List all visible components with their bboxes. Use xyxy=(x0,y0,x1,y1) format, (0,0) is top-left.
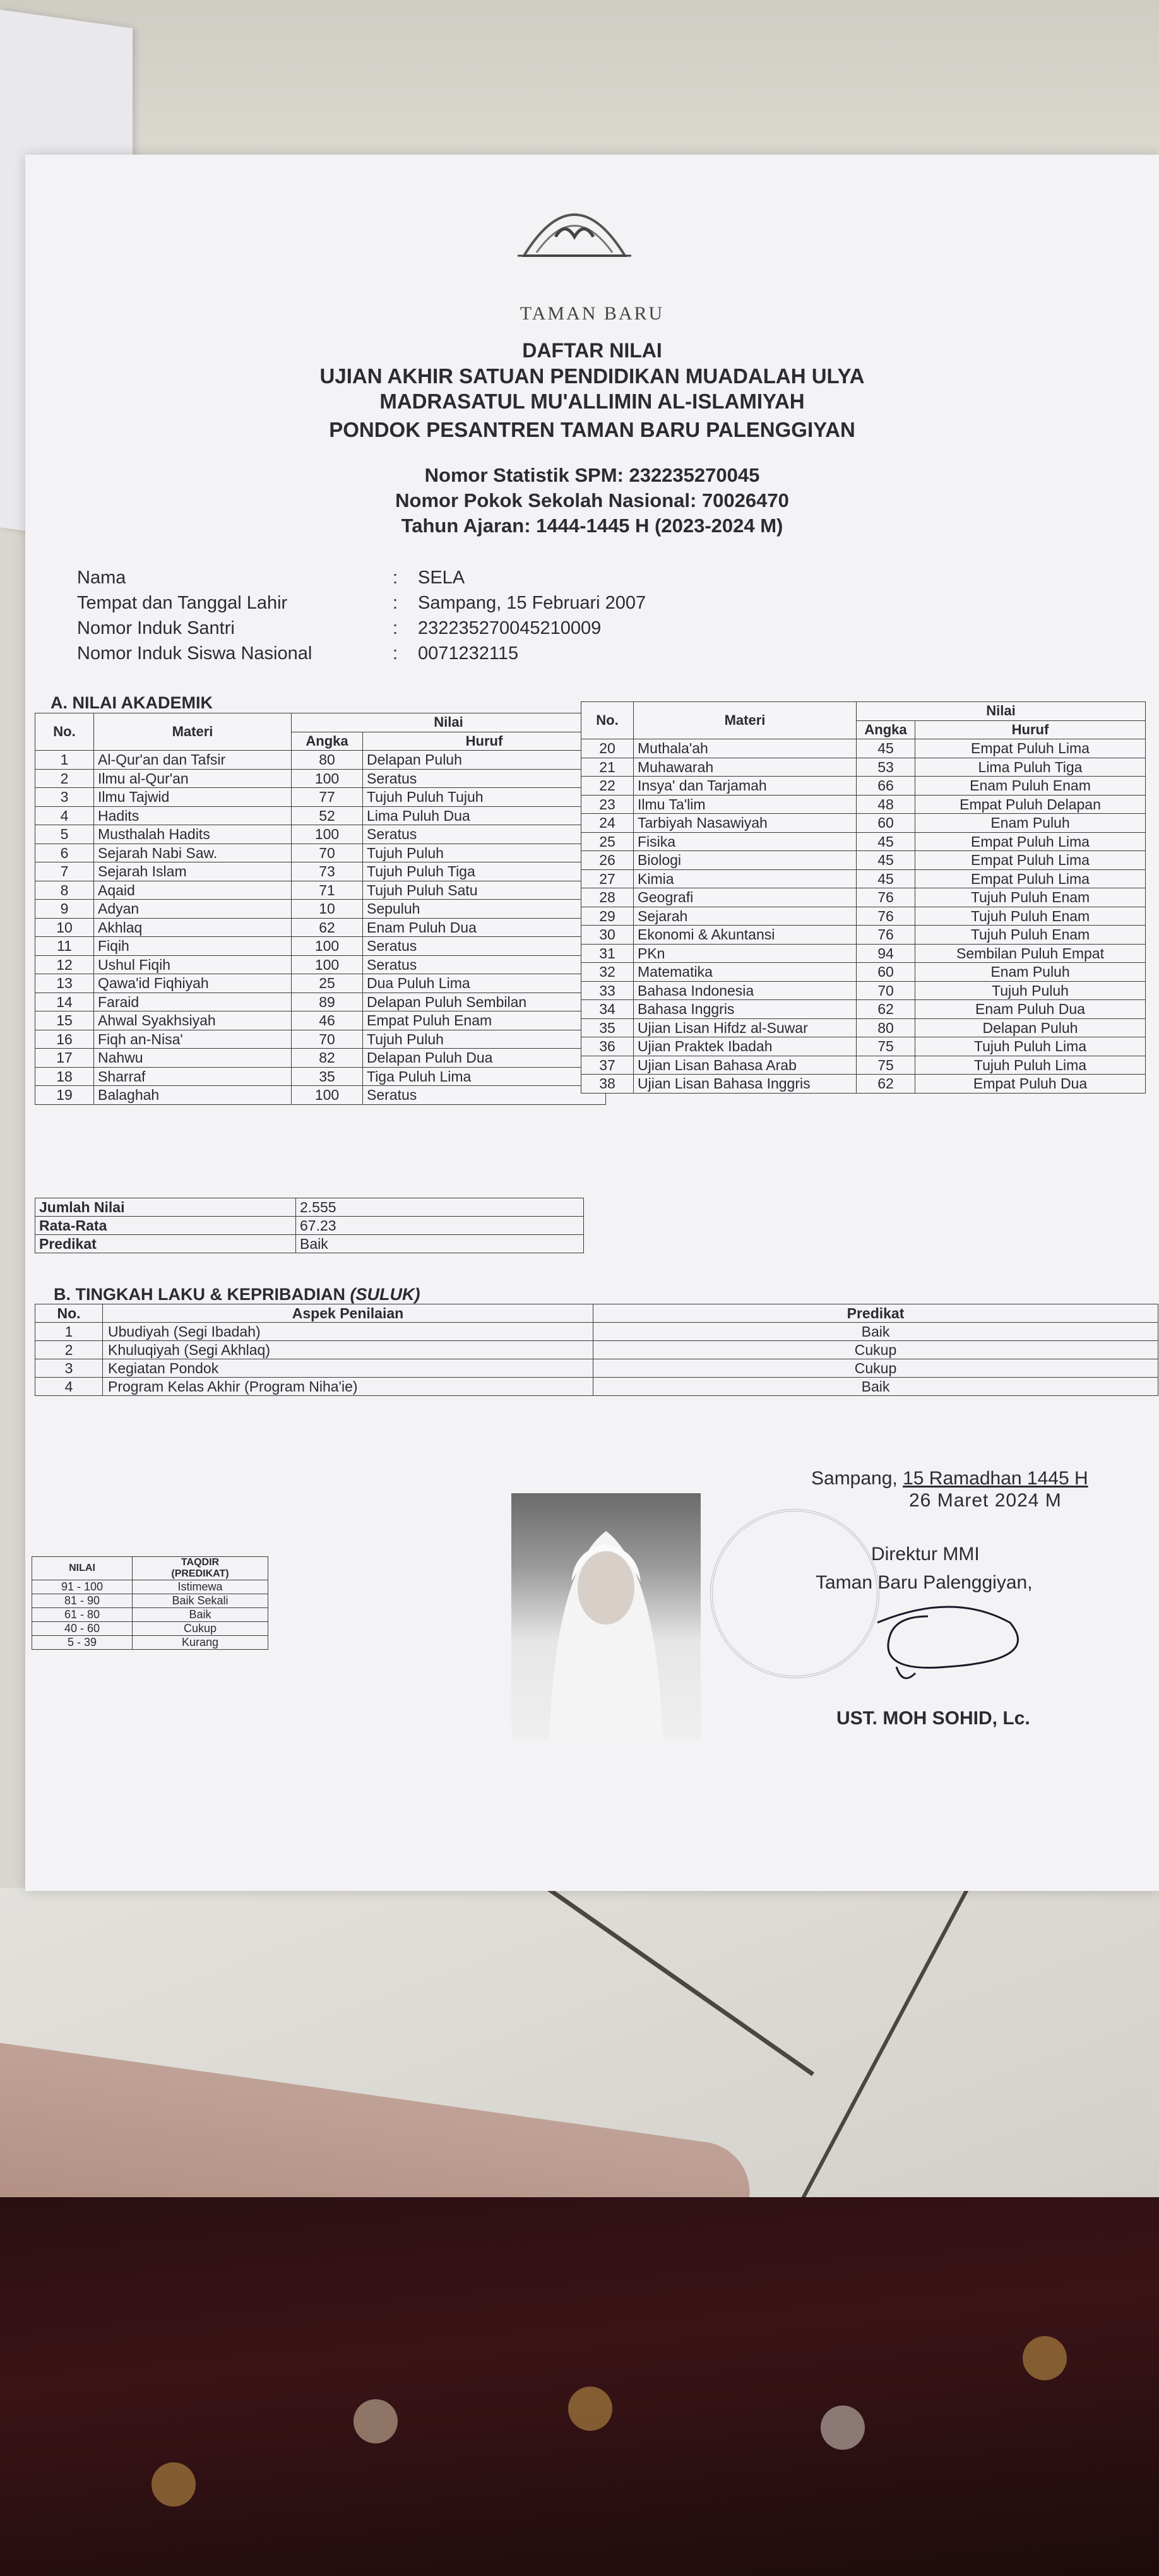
identity-label: Nama xyxy=(77,567,126,588)
row-huruf: Lima Puluh Dua xyxy=(363,806,606,825)
row-angka: 66 xyxy=(857,777,915,796)
table-row xyxy=(35,955,606,974)
row-materi: Ahwal Syakhsiyah xyxy=(94,1011,292,1030)
row-huruf: Seratus xyxy=(363,937,606,956)
summary-row xyxy=(35,1198,584,1217)
academic-table-right xyxy=(581,701,1146,1094)
row-huruf: Empat Puluh Lima xyxy=(915,739,1146,758)
table-row xyxy=(581,832,1146,851)
legend-label: Baik Sekali xyxy=(133,1594,268,1608)
row-predikat: Cukup xyxy=(593,1359,1158,1378)
row-no: 28 xyxy=(581,888,634,907)
academic-year: Tahun Ajaran: 1444-1445 H (2023-2024 M) xyxy=(401,515,783,537)
summary-label: Rata-Rata xyxy=(35,1217,296,1235)
row-aspek: Program Kelas Akhir (Program Niha'ie) xyxy=(103,1378,593,1396)
summary-value: 2.555 xyxy=(296,1198,584,1217)
row-angka: 53 xyxy=(857,758,915,777)
signature-place-date xyxy=(811,1468,1088,1489)
table-row xyxy=(581,814,1146,833)
row-no: 1 xyxy=(35,1323,103,1341)
row-no: 19 xyxy=(35,1086,94,1105)
legend-range: 40 - 60 xyxy=(32,1622,133,1636)
row-aspek: Ubudiyah (Segi Ibadah) xyxy=(103,1323,593,1341)
row-angka: 94 xyxy=(857,944,915,963)
row-huruf: Enam Puluh Dua xyxy=(363,918,606,937)
row-angka: 75 xyxy=(857,1037,915,1056)
identity-row xyxy=(77,616,646,641)
row-huruf: Tujuh Puluh Lima xyxy=(915,1037,1146,1056)
institution-name: Taman Baru Palenggiyan, xyxy=(816,1572,1033,1593)
row-angka: 100 xyxy=(292,769,363,788)
table-row xyxy=(35,1359,1158,1378)
summary-label: Predikat xyxy=(35,1235,296,1253)
table-row xyxy=(32,1636,268,1650)
table-row xyxy=(35,1341,1158,1359)
suluk-title-text: B. TINGKAH LAKU & KEPRIBADIAN xyxy=(54,1285,350,1304)
row-materi: Faraid xyxy=(94,993,292,1011)
row-angka: 52 xyxy=(292,806,363,825)
row-predikat: Cukup xyxy=(593,1341,1158,1359)
row-no: 6 xyxy=(35,844,94,862)
background-fabric xyxy=(0,2197,1159,2576)
background-top xyxy=(0,0,1159,164)
row-huruf: Tujuh Puluh Enam xyxy=(915,926,1146,945)
table-row xyxy=(35,881,606,900)
pesantren-name: PONDOK PESANTREN TAMAN BARU PALENGGIYAN xyxy=(329,418,855,441)
director-title: Direktur MMI xyxy=(871,1544,980,1565)
row-angka: 48 xyxy=(857,795,915,814)
row-no: 29 xyxy=(581,907,634,926)
row-huruf: Enam Puluh xyxy=(915,814,1146,833)
row-predikat: Baik xyxy=(593,1323,1158,1341)
table-row xyxy=(35,844,606,862)
suluk-title-italic: (SULUK) xyxy=(350,1285,420,1304)
row-huruf: Empat Puluh Lima xyxy=(915,832,1146,851)
row-materi: Ujian Lisan Bahasa Arab xyxy=(634,1056,857,1075)
row-no: 37 xyxy=(581,1056,634,1075)
summary-value: 67.23 xyxy=(296,1217,584,1235)
academic-section-title: A. NILAI AKADEMIK xyxy=(51,693,213,712)
identity-label: Nomor Induk Santri xyxy=(77,617,235,638)
row-angka: 76 xyxy=(857,888,915,907)
summary-row xyxy=(35,1217,584,1235)
row-materi: Insya' dan Tarjamah xyxy=(634,777,857,796)
col-aspek: Aspek Penilaian xyxy=(103,1304,593,1323)
row-no: 3 xyxy=(35,788,94,807)
row-huruf: Tujuh Puluh Lima xyxy=(915,1056,1146,1075)
row-huruf: Tujuh Puluh Enam xyxy=(915,888,1146,907)
table-row xyxy=(35,751,606,770)
row-no: 12 xyxy=(35,955,94,974)
table-row xyxy=(35,937,606,956)
table-row xyxy=(581,1037,1146,1056)
row-angka: 100 xyxy=(292,955,363,974)
row-no: 35 xyxy=(581,1018,634,1037)
row-huruf: Seratus xyxy=(363,955,606,974)
table-row xyxy=(35,900,606,919)
row-materi: Geografi xyxy=(634,888,857,907)
summary-label: Jumlah Nilai xyxy=(35,1198,296,1217)
table-row xyxy=(35,1011,606,1030)
row-no: 4 xyxy=(35,1378,103,1396)
predicate-legend xyxy=(32,1556,268,1650)
identity-row xyxy=(77,565,646,590)
row-no: 27 xyxy=(581,869,634,888)
row-no: 21 xyxy=(581,758,634,777)
row-huruf: Tujuh Puluh Enam xyxy=(915,907,1146,926)
row-huruf: Tujuh Puluh xyxy=(915,981,1146,1000)
academic-summary xyxy=(35,1198,584,1253)
row-no: 14 xyxy=(35,993,94,1011)
row-angka: 62 xyxy=(292,918,363,937)
director-signature xyxy=(852,1597,1042,1705)
row-no: 7 xyxy=(35,862,94,881)
row-angka: 100 xyxy=(292,825,363,844)
table-row xyxy=(581,944,1146,963)
table-row xyxy=(581,907,1146,926)
identity-row xyxy=(77,590,646,616)
row-huruf: Empat Puluh Delapan xyxy=(915,795,1146,814)
row-no: 18 xyxy=(35,1067,94,1086)
row-no: 26 xyxy=(581,851,634,870)
row-angka: 10 xyxy=(292,900,363,919)
row-huruf: Lima Puluh Tiga xyxy=(915,758,1146,777)
identity-colon: : xyxy=(393,643,398,664)
row-huruf: Seratus xyxy=(363,1086,606,1105)
row-angka: 75 xyxy=(857,1056,915,1075)
table-row xyxy=(581,758,1146,777)
table-row xyxy=(581,739,1146,758)
table-row xyxy=(35,1030,606,1049)
row-materi: PKn xyxy=(634,944,857,963)
row-angka: 25 xyxy=(292,974,363,993)
row-huruf: Seratus xyxy=(363,825,606,844)
row-angka: 77 xyxy=(292,788,363,807)
col-angka: Angka xyxy=(292,732,363,751)
academic-table-left xyxy=(35,713,606,1105)
table-row xyxy=(35,1086,606,1105)
place-prefix: Sampang, xyxy=(811,1468,903,1489)
row-materi: Aqaid xyxy=(94,881,292,900)
row-materi: Muthala'ah xyxy=(634,739,857,758)
table-row xyxy=(35,974,606,993)
row-materi: Fiqh an-Nisa' xyxy=(94,1030,292,1049)
row-huruf: Dua Puluh Lima xyxy=(363,974,606,993)
row-no: 33 xyxy=(581,981,634,1000)
row-huruf: Empat Puluh Lima xyxy=(915,851,1146,870)
row-angka: 45 xyxy=(857,851,915,870)
row-angka: 46 xyxy=(292,1011,363,1030)
row-materi: Ujian Praktek Ibadah xyxy=(634,1037,857,1056)
summary-value: Baik xyxy=(296,1235,584,1253)
table-row xyxy=(35,806,606,825)
identity-colon: : xyxy=(393,592,398,613)
table-row xyxy=(35,825,606,844)
identity-value: SELA xyxy=(418,567,465,588)
table-row xyxy=(35,1323,1158,1341)
legend-label: Kurang xyxy=(133,1636,268,1650)
row-no: 15 xyxy=(35,1011,94,1030)
row-no: 8 xyxy=(35,881,94,900)
row-angka: 45 xyxy=(857,739,915,758)
row-no: 30 xyxy=(581,926,634,945)
col-huruf: Huruf xyxy=(363,732,606,751)
row-no: 10 xyxy=(35,918,94,937)
col-angka: Angka xyxy=(857,720,915,739)
table-row xyxy=(581,963,1146,982)
row-materi: Ilmu Ta'lim xyxy=(634,795,857,814)
table-row xyxy=(35,1067,606,1086)
legend-col-nilai: NILAI xyxy=(32,1557,133,1580)
row-materi: Adyan xyxy=(94,900,292,919)
row-materi: Akhlaq xyxy=(94,918,292,937)
row-aspek: Khuluqiyah (Segi Akhlaq) xyxy=(103,1341,593,1359)
identity-colon: : xyxy=(393,567,398,588)
row-huruf: Delapan Puluh xyxy=(363,751,606,770)
statistic-number: Nomor Statistik SPM: 232235270045 xyxy=(424,464,760,486)
row-materi: Sharraf xyxy=(94,1067,292,1086)
col-no: No. xyxy=(581,702,634,739)
row-no: 31 xyxy=(581,944,634,963)
col-nilai: Nilai xyxy=(857,702,1146,721)
document-subtitle: UJIAN AKHIR SATUAN PENDIDIKAN MUADALAH ULYA xyxy=(319,364,865,388)
row-huruf: Delapan Puluh xyxy=(915,1018,1146,1037)
row-materi: Muhawarah xyxy=(634,758,857,777)
row-huruf: Empat Puluh Dua xyxy=(915,1075,1146,1094)
row-huruf: Tiga Puluh Lima xyxy=(363,1067,606,1086)
row-huruf: Tujuh Puluh xyxy=(363,844,606,862)
row-no: 23 xyxy=(581,795,634,814)
row-materi: Biologi xyxy=(634,851,857,870)
row-huruf: Tujuh Puluh Tiga xyxy=(363,862,606,881)
identity-value: 232235270045210009 xyxy=(418,617,602,638)
table-row xyxy=(32,1594,268,1608)
row-materi: Fiqih xyxy=(94,937,292,956)
row-huruf: Empat Puluh Enam xyxy=(363,1011,606,1030)
row-no: 2 xyxy=(35,1341,103,1359)
row-no: 16 xyxy=(35,1030,94,1049)
identity-label: Nomor Induk Siswa Nasional xyxy=(77,643,312,664)
row-materi: Bahasa Inggris xyxy=(634,1000,857,1019)
row-predikat: Baik xyxy=(593,1378,1158,1396)
table-row xyxy=(35,1378,1158,1396)
taman-baru-logo xyxy=(511,193,638,262)
row-angka: 71 xyxy=(292,881,363,900)
row-no: 17 xyxy=(35,1049,94,1068)
col-materi: Materi xyxy=(94,713,292,751)
row-materi: Sejarah Nabi Saw. xyxy=(94,844,292,862)
table-row xyxy=(32,1608,268,1622)
legend-taqdir-sub: (PREDIKAT) xyxy=(171,1568,229,1579)
row-no: 13 xyxy=(35,974,94,993)
row-angka: 62 xyxy=(857,1000,915,1019)
row-materi: Bahasa Indonesia xyxy=(634,981,857,1000)
row-no: 20 xyxy=(581,739,634,758)
identity-label: Tempat dan Tanggal Lahir xyxy=(77,592,288,613)
row-materi: Ilmu Tajwid xyxy=(94,788,292,807)
row-materi: Nahwu xyxy=(94,1049,292,1068)
row-materi: Ujian Lisan Bahasa Inggris xyxy=(634,1075,857,1094)
row-angka: 100 xyxy=(292,937,363,956)
row-angka: 70 xyxy=(857,981,915,1000)
masehi-date: 26 Maret 2024 M xyxy=(909,1490,1062,1511)
grade-report-document xyxy=(25,155,1159,1891)
row-angka: 76 xyxy=(857,907,915,926)
legend-label: Cukup xyxy=(133,1622,268,1636)
row-angka: 80 xyxy=(292,751,363,770)
legend-range: 5 - 39 xyxy=(32,1636,133,1650)
row-angka: 70 xyxy=(292,1030,363,1049)
row-angka: 62 xyxy=(857,1075,915,1094)
row-no: 22 xyxy=(581,777,634,796)
legend-label: Baik xyxy=(133,1608,268,1622)
table-row xyxy=(581,777,1146,796)
row-angka: 70 xyxy=(292,844,363,862)
row-huruf: Sepuluh xyxy=(363,900,606,919)
identity-colon: : xyxy=(393,617,398,638)
row-materi: Ekonomi & Akuntansi xyxy=(634,926,857,945)
row-huruf: Seratus xyxy=(363,769,606,788)
row-angka: 45 xyxy=(857,869,915,888)
legend-range: 81 - 90 xyxy=(32,1594,133,1608)
row-huruf: Tujuh Puluh Tujuh xyxy=(363,788,606,807)
row-materi: Musthalah Hadits xyxy=(94,825,292,844)
row-materi: Sejarah xyxy=(634,907,857,926)
row-no: 5 xyxy=(35,825,94,844)
col-predikat: Predikat xyxy=(593,1304,1158,1323)
col-no: No. xyxy=(35,1304,103,1323)
legend-label: Istimewa xyxy=(133,1580,268,1594)
row-angka: 89 xyxy=(292,993,363,1011)
table-row xyxy=(581,888,1146,907)
row-angka: 45 xyxy=(857,832,915,851)
row-angka: 73 xyxy=(292,862,363,881)
row-aspek: Kegiatan Pondok xyxy=(103,1359,593,1378)
row-no: 34 xyxy=(581,1000,634,1019)
row-huruf: Empat Puluh Lima xyxy=(915,869,1146,888)
row-angka: 76 xyxy=(857,926,915,945)
row-materi: Fisika xyxy=(634,832,857,851)
row-angka: 82 xyxy=(292,1049,363,1068)
row-no: 11 xyxy=(35,937,94,956)
table-row xyxy=(35,1049,606,1068)
table-row xyxy=(35,862,606,881)
row-materi: Tarbiyah Nasawiyah xyxy=(634,814,857,833)
legend-taqdir-label: TAQDIR xyxy=(181,1557,220,1568)
col-nilai: Nilai xyxy=(292,713,606,732)
identity-value: Sampang, 15 Februari 2007 xyxy=(418,592,646,613)
table-row xyxy=(581,1056,1146,1075)
row-huruf: Delapan Puluh Dua xyxy=(363,1049,606,1068)
table-row xyxy=(581,1000,1146,1019)
row-huruf: Sembilan Puluh Empat xyxy=(915,944,1146,963)
table-row xyxy=(581,1075,1146,1094)
legend-range: 61 - 80 xyxy=(32,1608,133,1622)
row-no: 2 xyxy=(35,769,94,788)
row-materi: Balaghah xyxy=(94,1086,292,1105)
director-name: UST. MOH SOHID, Lc. xyxy=(836,1708,1030,1729)
table-row xyxy=(35,918,606,937)
brand-name: TAMAN BARU xyxy=(520,303,665,324)
row-no: 4 xyxy=(35,806,94,825)
row-materi: Ujian Lisan Hifdz al-Suwar xyxy=(634,1018,857,1037)
table-row xyxy=(581,1018,1146,1037)
row-angka: 100 xyxy=(292,1086,363,1105)
row-huruf: Tujuh Puluh Satu xyxy=(363,881,606,900)
identity-row xyxy=(77,641,646,666)
legend-col-taqdir xyxy=(133,1557,268,1580)
suluk-section-title xyxy=(54,1285,420,1304)
table-row xyxy=(35,788,606,807)
row-no: 25 xyxy=(581,832,634,851)
legend-range: 91 - 100 xyxy=(32,1580,133,1594)
row-angka: 60 xyxy=(857,814,915,833)
col-huruf: Huruf xyxy=(915,720,1146,739)
row-no: 24 xyxy=(581,814,634,833)
student-photo xyxy=(511,1493,701,1739)
identity-value: 0071232115 xyxy=(418,643,519,664)
row-materi: Qawa'id Fiqhiyah xyxy=(94,974,292,993)
document-title: DAFTAR NILAI xyxy=(522,339,662,362)
col-materi: Materi xyxy=(634,702,857,739)
row-materi: Ushul Fiqih xyxy=(94,955,292,974)
row-huruf: Enam Puluh Enam xyxy=(915,777,1146,796)
table-row xyxy=(581,926,1146,945)
table-row xyxy=(35,769,606,788)
table-row xyxy=(32,1580,268,1594)
row-huruf: Delapan Puluh Sembilan xyxy=(363,993,606,1011)
row-no: 38 xyxy=(581,1075,634,1094)
madrasah-name: MADRASATUL MU'ALLIMIN AL-ISLAMIYAH xyxy=(379,390,805,413)
student-identity xyxy=(77,565,646,666)
hijri-date: 15 Ramadhan 1445 H xyxy=(903,1468,1088,1489)
table-row xyxy=(581,795,1146,814)
npsn-number: Nomor Pokok Sekolah Nasional: 70026470 xyxy=(395,489,789,511)
row-huruf: Tujuh Puluh xyxy=(363,1030,606,1049)
row-huruf: Enam Puluh xyxy=(915,963,1146,982)
row-no: 1 xyxy=(35,751,94,770)
row-materi: Matematika xyxy=(634,963,857,982)
col-no: No. xyxy=(35,713,94,751)
row-no: 32 xyxy=(581,963,634,982)
row-materi: Al-Qur'an dan Tafsir xyxy=(94,751,292,770)
row-no: 3 xyxy=(35,1359,103,1378)
row-huruf: Enam Puluh Dua xyxy=(915,1000,1146,1019)
row-angka: 60 xyxy=(857,963,915,982)
row-materi: Hadits xyxy=(94,806,292,825)
table-row xyxy=(581,851,1146,870)
row-materi: Kimia xyxy=(634,869,857,888)
row-materi: Sejarah Islam xyxy=(94,862,292,881)
table-row xyxy=(32,1622,268,1636)
row-angka: 35 xyxy=(292,1067,363,1086)
table-row xyxy=(581,981,1146,1000)
table-row xyxy=(35,993,606,1011)
row-materi: Ilmu al-Qur'an xyxy=(94,769,292,788)
row-angka: 80 xyxy=(857,1018,915,1037)
row-no: 9 xyxy=(35,900,94,919)
table-row xyxy=(581,869,1146,888)
row-no: 36 xyxy=(581,1037,634,1056)
summary-row xyxy=(35,1235,584,1253)
suluk-table xyxy=(35,1304,1158,1396)
